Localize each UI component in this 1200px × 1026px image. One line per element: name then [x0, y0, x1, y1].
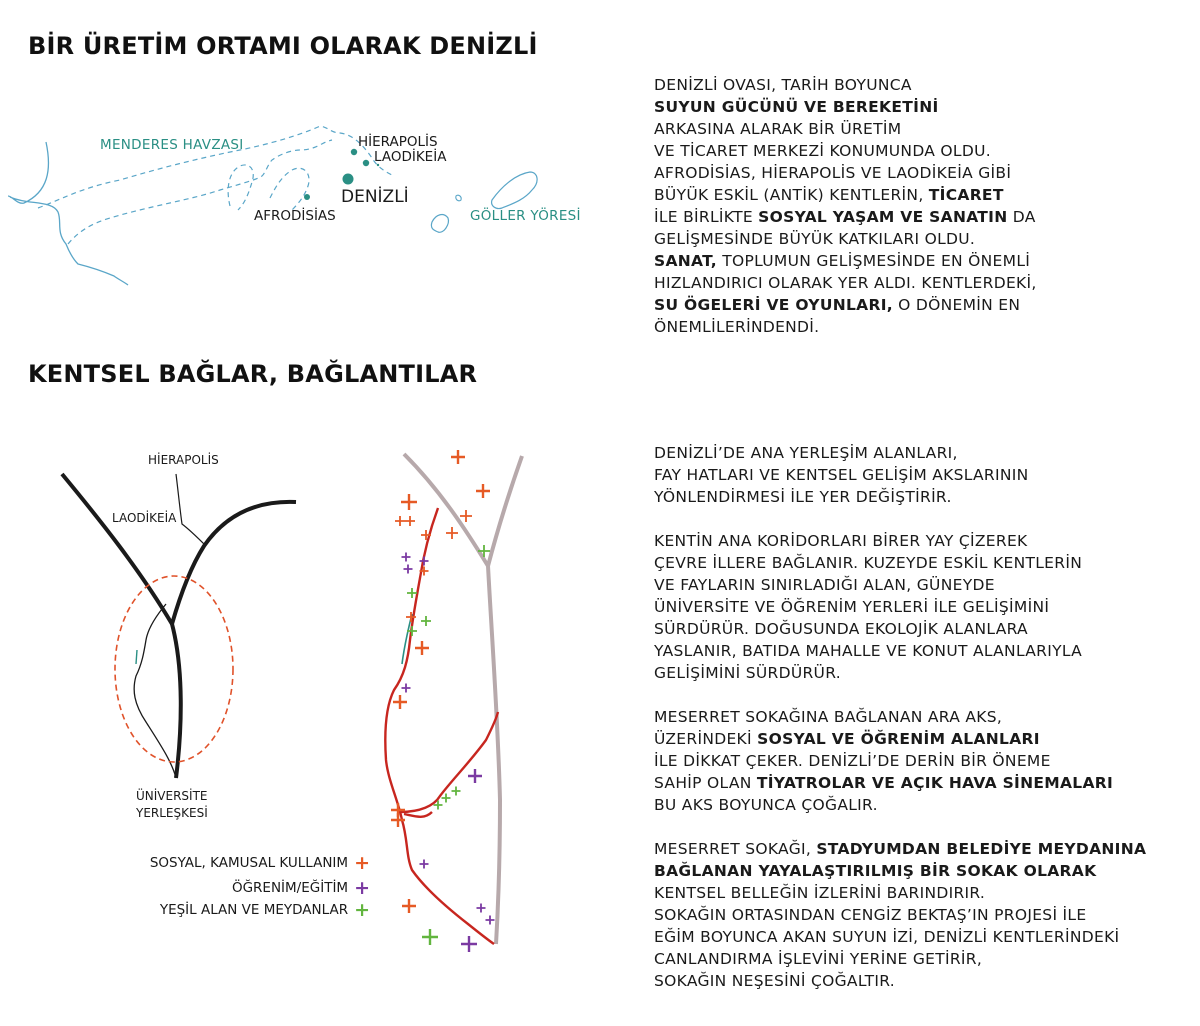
text-part: İLE BİRLİKTE: [654, 208, 759, 226]
social-use-plus-icon: [476, 484, 490, 498]
text-line: DENİZLİ OVASI, TARİH BOYUNCA: [654, 76, 912, 94]
plus-icon: +: [354, 899, 370, 921]
city-label-laodikeia: LAODİKEİA: [374, 149, 447, 165]
amenity-markers: [391, 450, 495, 952]
text-line: VE TİCARET MERKEZİ KONUMUNDA OLDU.: [654, 142, 991, 160]
text-line: İLE DİKKAT ÇEKER. DENİZLİ’DE DERİN BİR ÖNEME: [654, 752, 1051, 770]
education-plus-icon: [486, 916, 495, 925]
corridor-diagram: [62, 452, 296, 820]
city-dot-hierapolis: [351, 149, 357, 155]
text-line: MESERRET SOKAĞINA BAĞLANAN ARA AKS,: [654, 708, 1003, 726]
lake-shape: [431, 215, 448, 233]
text-line: ARKASINA ALARAK BİR ÜRETİM: [654, 120, 902, 138]
city-dot-denizli: [343, 174, 354, 185]
text-line: HIZLANDIRICI OLARAK YER ALDI. KENTLERDEKİ,: [654, 274, 1037, 292]
text-line: ÜNİVERSİTE VE ÖĞRENİM YERLERİ İLE GELİŞİMİNİ: [654, 598, 1050, 616]
social-use-plus-icon: [460, 510, 472, 522]
inner-street: [134, 604, 176, 778]
label-laodikeia: LAODİKEİA: [112, 511, 177, 525]
text-line: SÜRDÜRÜR. DOĞUSUNDA EKOLOJİK ALANLARA: [654, 620, 1028, 638]
water-trace: [136, 650, 137, 664]
text-line: BU AKS BOYUNCA ÇOĞALIR.: [654, 796, 878, 814]
label-universite: ÜNİVERSİTE: [136, 789, 208, 803]
city-label-hierapolis: HİERAPOLİS: [358, 134, 438, 150]
legend: [100, 852, 370, 922]
focus-area-ellipse: [115, 576, 233, 762]
green-area-plus-icon: [422, 929, 438, 945]
text-line: KENTİN ANA KORİDORLARI BİRER YAY ÇİZEREK: [654, 532, 1028, 550]
red-street-branch: [400, 712, 498, 812]
corridor-west: [62, 474, 172, 624]
text-line: VE FAYLARIN SINIRLADIĞI ALAN, GÜNEYDE: [654, 576, 995, 594]
text-part: BÜYÜK ESKİL (ANTİK) KENTLERİN,: [654, 186, 929, 204]
text-part: ÜZERİNDEKİ: [654, 730, 758, 748]
text-part: DA: [1007, 208, 1036, 226]
green-area-plus-icon: [452, 787, 461, 796]
emphasis: BAĞLANAN YAYALAŞTIRILMIŞ BİR SOKAK OLARAK: [654, 862, 1097, 880]
plus-icon: +: [354, 877, 370, 899]
river-line: [8, 142, 128, 285]
label-hierapolis: HİERAPOLİS: [148, 453, 219, 467]
social-use-plus-icon: [395, 516, 405, 526]
city-dot-laodikeia: [363, 160, 369, 166]
education-plus-icon: [420, 557, 429, 566]
city-dot-afrodisias: [304, 194, 310, 200]
text-part: SAHİP OLAN: [654, 774, 757, 792]
region-label-goller: GÖLLER YÖRESİ: [470, 208, 581, 224]
corridor-east: [172, 502, 296, 624]
text-line: ÖNEMLİLERİNDENDİ.: [654, 318, 820, 336]
social-use-plus-icon: [402, 899, 416, 913]
meserret-diagram: [385, 450, 522, 952]
text-line: SOKAĞIN NEŞESİNİ ÇOĞALTIR.: [654, 972, 896, 990]
legend-item-social: [150, 852, 370, 874]
city-label-denizli: DENİZLİ: [341, 187, 409, 207]
lake-shape: [456, 195, 461, 201]
text-line: CANLANDIRMA İŞLEVİNİ YERİNE GETİRİR,: [654, 950, 983, 968]
education-plus-icon: [420, 860, 429, 869]
city-label-afrodisias: AFRODİSİAS: [254, 208, 336, 224]
emphasis: TİCARET: [928, 186, 1004, 204]
text-line: YASLANIR, BATIDA MAHALLE VE KONUT ALANLARIYLA: [654, 642, 1083, 660]
legend-label: SOSYAL, KAMUSAL KULLANIM: [149, 855, 349, 871]
hierapolis-pointer: [176, 474, 206, 546]
text-part: TOPLUMUN GELİŞMESİNDE EN ÖNEMLİ: [716, 252, 1031, 270]
education-plus-icon: [402, 553, 411, 562]
emphasis: TİYATROLAR VE AÇIK HAVA SİNEMALARI: [756, 774, 1114, 792]
legend-item-education: [232, 877, 370, 899]
education-plus-icon: [461, 936, 477, 952]
social-use-plus-icon: [415, 641, 429, 655]
education-plus-icon: [468, 769, 482, 783]
text-line: DENİZLİ’DE ANA YERLEŞİM ALANLARI,: [654, 444, 958, 462]
legend-label: ÖĞRENİM/EĞİTİM: [231, 880, 349, 896]
text-part: MESERRET SOKAĞI,: [654, 840, 817, 858]
section-title-urban-links: KENTSEL BAĞLAR, BAĞLANTILAR: [28, 360, 478, 388]
green-area-plus-icon: [421, 616, 431, 626]
emphasis: SUYUN GÜCÜNÜ VE BEREKETİNİ: [654, 98, 939, 116]
lake-shape: [492, 172, 537, 209]
education-plus-icon: [402, 684, 411, 693]
regional-map: [8, 126, 581, 285]
red-street-main: [385, 508, 494, 944]
social-use-plus-icon: [393, 695, 407, 709]
grey-road: [404, 454, 522, 944]
emphasis: SU ÖGELERİ VE OYUNLARI,: [654, 296, 893, 314]
corridor-south: [172, 624, 181, 778]
text-line: EĞİM BOYUNCA AKAN SUYUN İZİ, DENİZLİ KENTLERİNDEKİ: [654, 928, 1120, 946]
social-use-plus-icon: [446, 527, 458, 539]
legend-item-green: [160, 899, 370, 921]
text-line: KENTSEL BELLEĞİN İZLERİNİ BARINDIRIR.: [654, 884, 986, 902]
text-line: FAY HATLARI VE KENTSEL GELİŞİM AKSLARININ: [654, 466, 1029, 484]
legend-label: YEŞİL ALAN VE MEYDANLAR: [159, 902, 349, 918]
text-line: GELİŞMESİNDE BÜYÜK KATKILARI OLDU.: [654, 230, 976, 248]
text-line: SOKAĞIN ORTASINDAN CENGİZ BEKTAŞ’IN PROJESİ İLE: [654, 906, 1087, 924]
emphasis: SOSYAL VE ÖĞRENİM ALANLARI: [757, 730, 1040, 748]
social-use-plus-icon: [405, 516, 415, 526]
region-label-menderes: MENDERES HAVZASI: [100, 137, 244, 153]
education-plus-icon: [404, 565, 413, 574]
emphasis: STADYUMDAN BELEDİYE MEYDANINA: [816, 840, 1147, 858]
social-use-plus-icon: [401, 494, 417, 510]
label-yerleskesi: YERLEŞKESİ: [136, 806, 208, 820]
text-line: ÇEVRE İLLERE BAĞLANIR. KUZEYDE ESKİL KENTLERİN: [654, 554, 1083, 572]
education-plus-icon: [477, 904, 486, 913]
text-line: GELİŞİMİNİ SÜRDÜRÜR.: [654, 664, 841, 682]
green-area-plus-icon: [442, 794, 451, 803]
emphasis: SANAT,: [654, 252, 717, 270]
emphasis: SOSYAL YAŞAM VE SANATIN: [758, 208, 1008, 226]
social-use-plus-icon: [451, 450, 465, 464]
section-title-production: BİR ÜRETİM ORTAMI OLARAK DENİZLİ: [28, 32, 538, 60]
text-line: YÖNLENDİRMESİ İLE YER DEĞİŞTİRİR.: [654, 488, 952, 506]
plus-icon: +: [354, 852, 370, 874]
text-part: O DÖNEMİN EN: [892, 296, 1021, 314]
text-line: AFRODİSİAS, HİERAPOLİS VE LAODİKEİA GİBİ: [654, 164, 1012, 182]
